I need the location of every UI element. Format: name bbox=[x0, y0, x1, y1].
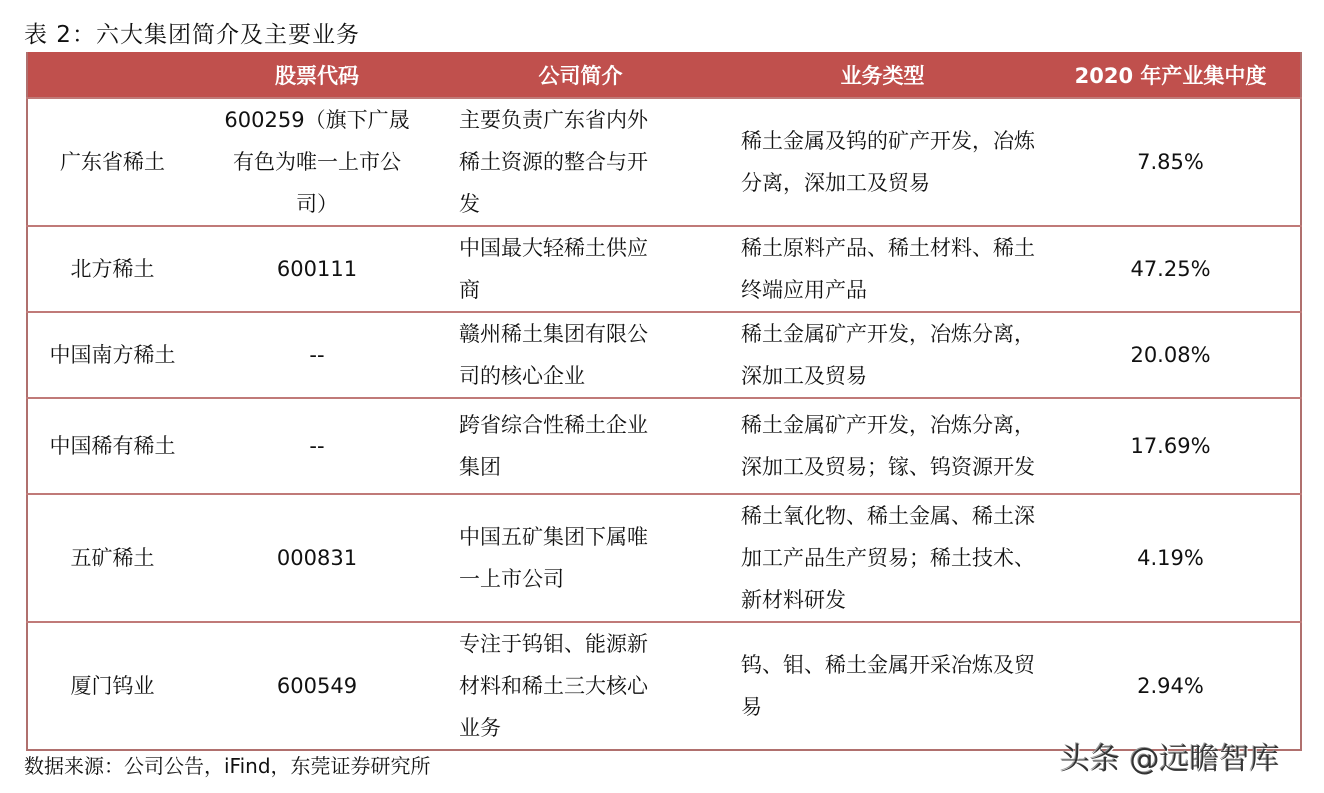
company-name-line: 北方稀土 bbox=[70, 257, 155, 281]
business-type-line: 终端应用产品 bbox=[741, 278, 867, 302]
table-row bbox=[27, 98, 1301, 226]
table-row bbox=[27, 312, 1301, 398]
business-type-line: 稀土原料产品、稀土材料、稀土 bbox=[741, 236, 1035, 260]
concentration bbox=[1041, 312, 1301, 398]
header-business: 业务类型 bbox=[724, 52, 1041, 98]
table-row bbox=[27, 494, 1301, 622]
concentration bbox=[1041, 398, 1301, 494]
company-name bbox=[27, 494, 197, 622]
company-intro-line: 司的核心企业 bbox=[459, 364, 585, 388]
stock-code bbox=[197, 622, 437, 750]
concentration-line: 20.08% bbox=[1130, 343, 1211, 367]
business-type bbox=[724, 98, 1041, 226]
company-intro-line: 业务 bbox=[459, 716, 501, 740]
business-type bbox=[724, 622, 1041, 750]
stock-code bbox=[197, 312, 437, 398]
stock-code bbox=[197, 98, 437, 226]
company-intro-line: 主要负责广东省内外 bbox=[459, 108, 648, 132]
stock-code bbox=[197, 398, 437, 494]
company-name bbox=[27, 398, 197, 494]
watermark: 头条 @远瞻智库 bbox=[1060, 742, 1280, 777]
business-type bbox=[724, 494, 1041, 622]
company-intro bbox=[437, 398, 724, 494]
company-intro-line: 中国五矿集团下属唯 bbox=[459, 525, 648, 549]
company-intro bbox=[437, 312, 724, 398]
business-type-line: 深加工及贸易；镓、钨资源开发 bbox=[741, 455, 1035, 479]
company-intro-line: 专注于钨钼、能源新 bbox=[459, 632, 648, 656]
header-intro: 公司简介 bbox=[437, 52, 724, 98]
business-type-line: 分离，深加工及贸易 bbox=[741, 171, 930, 195]
stock-code-line: 000831 bbox=[276, 546, 358, 570]
concentration-line: 2.94% bbox=[1137, 674, 1204, 698]
business-type bbox=[724, 226, 1041, 312]
table-row bbox=[27, 622, 1301, 750]
company-intro-line: 发 bbox=[459, 192, 480, 216]
company-name bbox=[27, 98, 197, 226]
company-name bbox=[27, 312, 197, 398]
concentration bbox=[1041, 98, 1301, 226]
stock-code-line: 600549 bbox=[276, 674, 358, 698]
stock-code-line: 司） bbox=[296, 192, 338, 216]
stock-code-line: -- bbox=[309, 343, 325, 367]
concentration-line: 4.19% bbox=[1137, 546, 1204, 570]
stock-code bbox=[197, 226, 437, 312]
concentration bbox=[1041, 226, 1301, 312]
business-type-line: 钨、钼、稀土金属开采冶炼及贸 bbox=[741, 653, 1035, 677]
business-type bbox=[724, 312, 1041, 398]
stock-code-line: 有色为唯一上市公 bbox=[233, 150, 401, 174]
company-name bbox=[27, 226, 197, 312]
business-type-line: 稀土金属矿产开发，冶炼分离， bbox=[741, 413, 1035, 437]
source-note: 数据来源：公司公告，iFind，东莞证券研究所 bbox=[24, 754, 431, 778]
concentration-line: 7.85% bbox=[1137, 150, 1204, 174]
header-stock-code: 股票代码 bbox=[197, 52, 437, 98]
stock-code-line: -- bbox=[309, 434, 325, 458]
company-intro-line: 中国最大轻稀土供应 bbox=[459, 236, 648, 260]
company-intro-line: 赣州稀土集团有限公 bbox=[459, 322, 648, 346]
company-intro-line: 商 bbox=[459, 278, 480, 302]
business-type-line: 稀土氧化物、稀土金属、稀土深 bbox=[741, 504, 1035, 528]
company-intro bbox=[437, 622, 724, 750]
concentration bbox=[1041, 494, 1301, 622]
company-intro bbox=[437, 226, 724, 312]
company-table bbox=[26, 52, 1302, 751]
business-type-line: 易 bbox=[741, 695, 762, 719]
header-company bbox=[27, 52, 197, 98]
company-intro-line: 稀土资源的整合与开 bbox=[459, 150, 648, 174]
business-type-line: 深加工及贸易 bbox=[741, 364, 867, 388]
company-intro-line: 材料和稀土三大核心 bbox=[459, 674, 648, 698]
table-row bbox=[27, 398, 1301, 494]
stock-code-line: 600111 bbox=[276, 257, 358, 281]
company-name bbox=[27, 622, 197, 750]
concentration bbox=[1041, 622, 1301, 750]
table-row bbox=[27, 226, 1301, 312]
company-intro bbox=[437, 494, 724, 622]
company-name-line: 厦门钨业 bbox=[70, 674, 155, 698]
stock-code bbox=[197, 494, 437, 622]
table-header-row bbox=[27, 52, 1301, 98]
company-name-line: 中国稀有稀土 bbox=[49, 434, 176, 458]
table-caption: 表 2：六大集团简介及主要业务 bbox=[24, 22, 360, 48]
company-intro bbox=[437, 98, 724, 226]
company-intro-line: 集团 bbox=[459, 455, 501, 479]
stock-code-line: 600259（旗下广晟 bbox=[224, 108, 410, 132]
concentration-line: 47.25% bbox=[1130, 257, 1211, 281]
business-type-line: 稀土金属矿产开发，冶炼分离， bbox=[741, 322, 1035, 346]
header-concentration: 2020 年产业集中度 bbox=[1041, 52, 1301, 98]
company-name-line: 中国南方稀土 bbox=[49, 343, 176, 367]
company-name-line: 广东省稀土 bbox=[60, 150, 165, 174]
company-intro-line: 跨省综合性稀土企业 bbox=[459, 413, 648, 437]
company-name-line: 五矿稀土 bbox=[70, 546, 155, 570]
business-type bbox=[724, 398, 1041, 494]
business-type-line: 新材料研发 bbox=[741, 588, 846, 612]
concentration-line: 17.69% bbox=[1130, 434, 1211, 458]
business-type-line: 稀土金属及钨的矿产开发，冶炼 bbox=[741, 129, 1035, 153]
company-intro-line: 一上市公司 bbox=[459, 567, 564, 591]
business-type-line: 加工产品生产贸易；稀土技术、 bbox=[741, 546, 1035, 570]
